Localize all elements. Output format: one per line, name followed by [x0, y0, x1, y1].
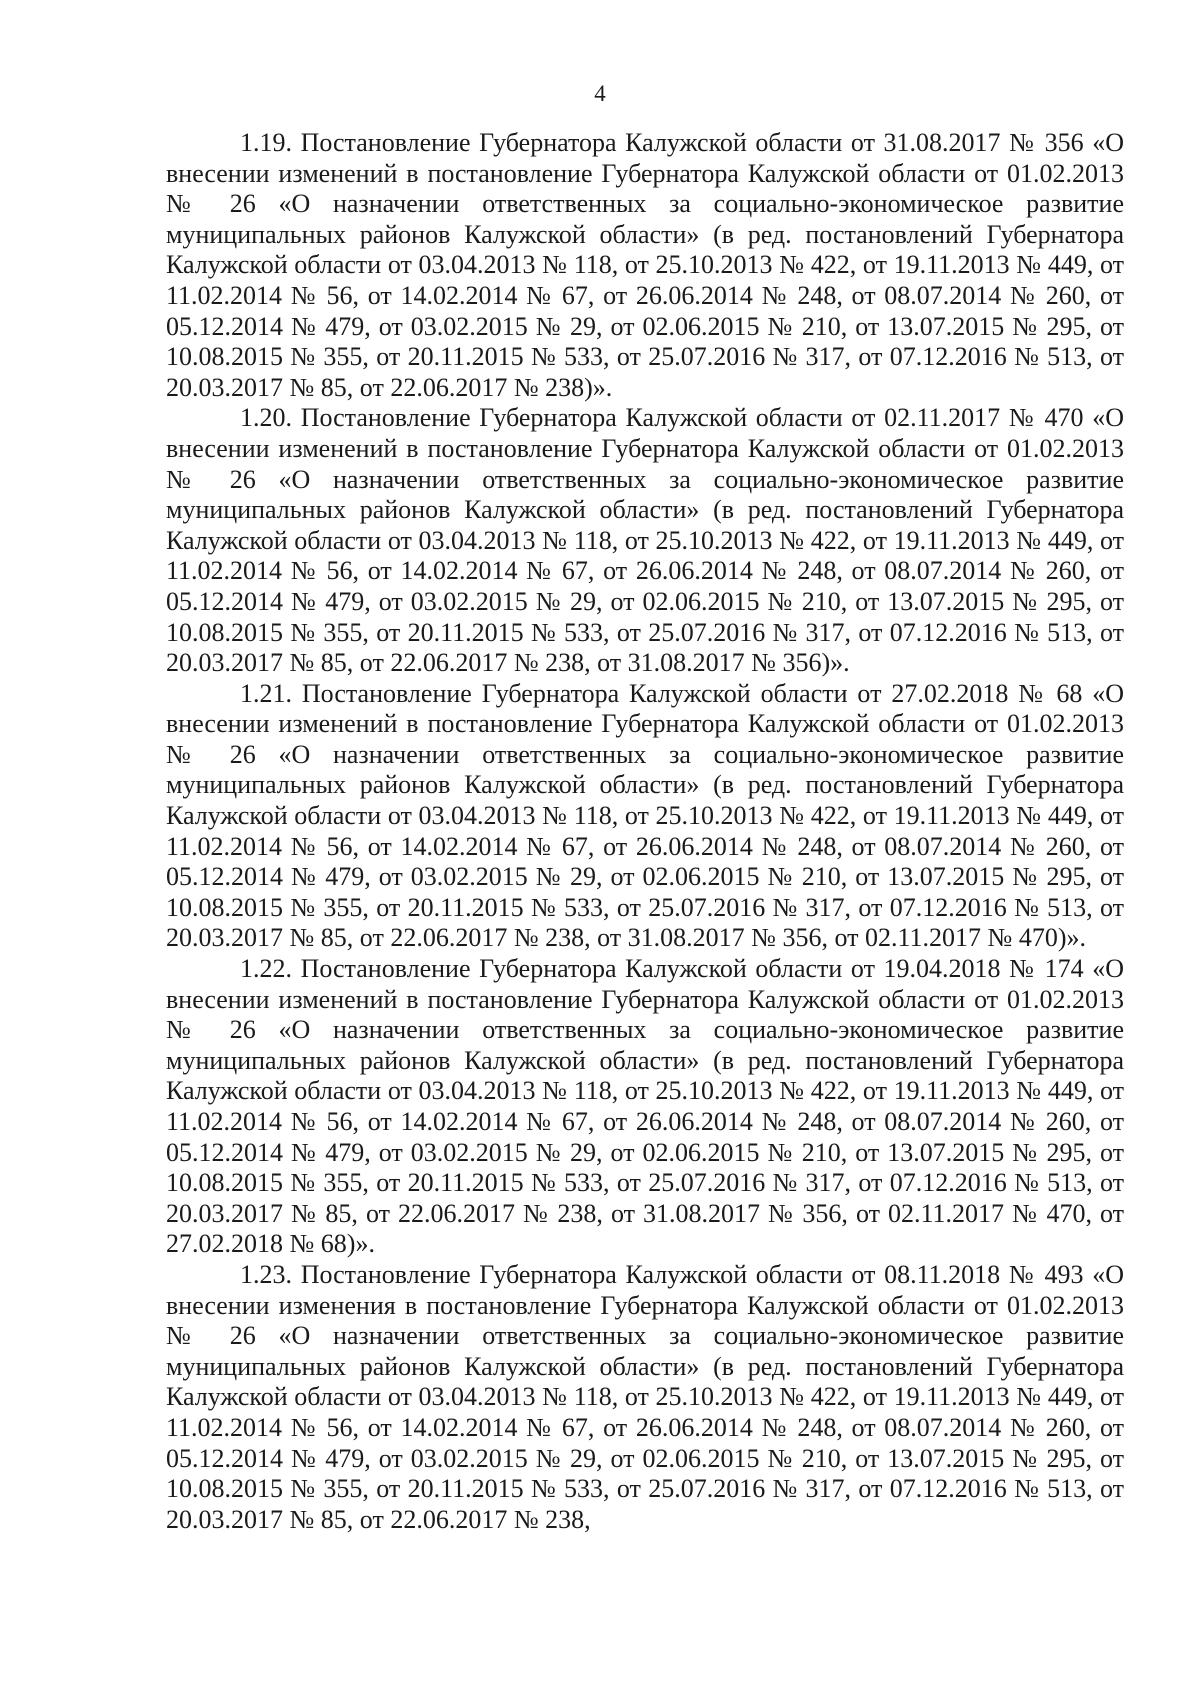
paragraph-1-20: 1.20. Постановление Губернатора Калужской области от 02.11.2017 № 470 «О внесении изменений в постановление Губернатора Калужской области от 01.02.2013 № 26 «О назначении ответственных за социально-экономическое развитие муниципальных районов Калужской области» (в ред. постановлений Губернатора Калужской области от 03.04.2013 № 118, от 25.10.2013 № 422, от 19.11.2013 № 449, от 11.02.2014 № 56, от 14.02.2014 № 67, от 26.06.2014 № 248, от 08.07.2014 № 260, от 05.12.2014 № 479, от 03.02.2015 № 29, от 02.06.2015 № 210, от 13.07.2015 № 295, от 10.08.2015 № 355, от 20.11.2015 № 533, от 25.07.2016 № 317, от 07.12.2016 № 513, от 20.03.2017 № 85, от 22.06.2017 № 238, от 31.08.2017 № 356)». [166, 403, 1124, 678]
paragraph-1-23: 1.23. Постановление Губернатора Калужской области от 08.11.2018 № 493 «О внесении изменения в постановление Губернатора Калужской области от 01.02.2013 № 26 «О назначении ответственных за социально-экономическое развитие муниципальных районов Калужской области» (в ред. постановлений Губернатора Калужской области от 03.04.2013 № 118, от 25.10.2013 № 422, от 19.11.2013 № 449, от 11.02.2014 № 56, от 14.02.2014 № 67, от 26.06.2014 № 248, от 08.07.2014 № 260, от 05.12.2014 № 479, от 03.02.2015 № 29, от 02.06.2015 № 210, от 13.07.2015 № 295, от 10.08.2015 № 355, от 20.11.2015 № 533, от 25.07.2016 № 317, от 07.12.2016 № 513, от 20.03.2017 № 85, от 22.06.2017 № 238, [166, 1259, 1124, 1534]
page-number: 4 [594, 81, 606, 106]
paragraph-1-22: 1.22. Постановление Губернатора Калужской области от 19.04.2018 № 174 «О внесении изменений в постановление Губернатора Калужской области от 01.02.2013 № 26 «О назначении ответственных за социально-экономическое развитие муниципальных районов Калужской области» (в ред. постановлений Губернатора Калужской области от 03.04.2013 № 118, от 25.10.2013 № 422, от 19.11.2013 № 449, от 11.02.2014 № 56, от 14.02.2014 № 67, от 26.06.2014 № 248, от 08.07.2014 № 260, от 05.12.2014 № 479, от 03.02.2015 № 29, от 02.06.2015 № 210, от 13.07.2015 № 295, от 10.08.2015 № 355, от 20.11.2015 № 533, от 25.07.2016 № 317, от 07.12.2016 № 513, от 20.03.2017 № 85, от 22.06.2017 № 238, от 31.08.2017 № 356, от 02.11.2017 № 470, от 27.02.2018 № 68)». [166, 954, 1124, 1259]
paragraph-1-21: 1.21. Постановление Губернатора Калужской области от 27.02.2018 № 68 «О внесении изменений в постановление Губернатора Калужской области от 01.02.2013 № 26 «О назначении ответственных за социально-экономическое развитие муниципальных районов Калужской области» (в ред. постановлений Губернатора Калужской области от 03.04.2013 № 118, от 25.10.2013 № 422, от 19.11.2013 № 449, от 11.02.2014 № 56, от 14.02.2014 № 67, от 26.06.2014 № 248, от 08.07.2014 № 260, от 05.12.2014 № 479, от 03.02.2015 № 29, от 02.06.2015 № 210, от 13.07.2015 № 295, от 10.08.2015 № 355, от 20.11.2015 № 533, от 25.07.2016 № 317, от 07.12.2016 № 513, от 20.03.2017 № 85, от 22.06.2017 № 238, от 31.08.2017 № 356, от 02.11.2017 № 470)». [166, 678, 1124, 953]
document-body [166, 128, 1124, 1535]
paragraph-1-19: 1.19. Постановление Губернатора Калужской области от 31.08.2017 № 356 «О внесении изменений в постановление Губернатора Калужской области от 01.02.2013 № 26 «О назначении ответственных за социально-экономическое развитие муниципальных районов Калужской области» (в ред. постановлений Губернатора Калужской области от 03.04.2013 № 118, от 25.10.2013 № 422, от 19.11.2013 № 449, от 11.02.2014 № 56, от 14.02.2014 № 67, от 26.06.2014 № 248, от 08.07.2014 № 260, от 05.12.2014 № 479, от 03.02.2015 № 29, от 02.06.2015 № 210, от 13.07.2015 № 295, от 10.08.2015 № 355, от 20.11.2015 № 533, от 25.07.2016 № 317, от 07.12.2016 № 513, от 20.03.2017 № 85, от 22.06.2017 № 238)». [166, 128, 1124, 402]
